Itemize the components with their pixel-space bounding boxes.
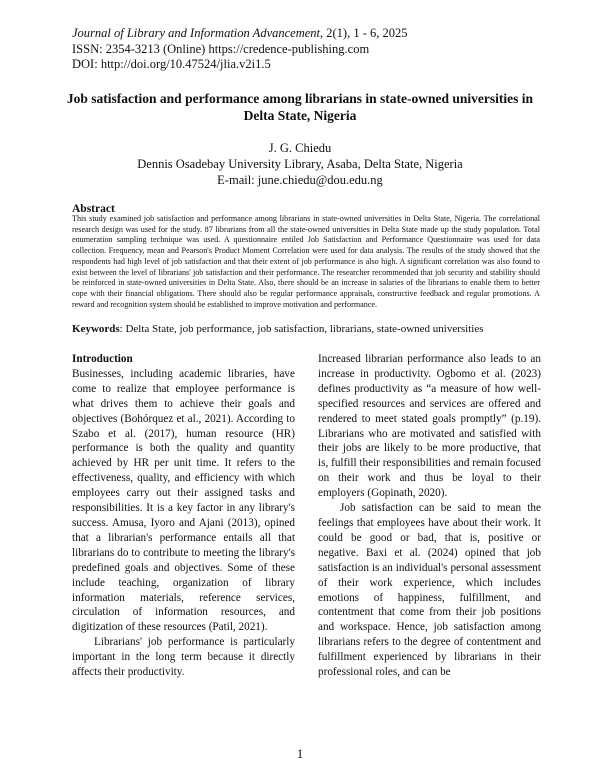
keywords-label: Keywords (72, 323, 120, 335)
author-email: E-mail: june.chiedu@dou.edu.ng (217, 173, 383, 187)
introduction-heading: Introduction (72, 353, 133, 365)
keywords-text: : Delta State, job performance, job satisfaction, librarians, state-owned universities (119, 323, 484, 335)
page-number: 1 (296, 746, 304, 761)
journal-citation (72, 26, 408, 42)
issn-line: ISSN: 2354-3213 (Online) https://credence-publishing.com (72, 41, 370, 56)
introduction-paragraph-4: Job satisfaction can be said to mean the feelings that employees have about their work. It could be good or bad, that is, positive or negative. Baxi et al. (2024) opined that job satisfaction is an individual's personal assessment of their work experience, which includes emotions of happiness, fulfillment, and contentment that come from their job positions and workspace. Hence, job satisfaction among librarians refers to the degree of contentment and fulfillment experienced by librarians in their professional roles, and can be (318, 502, 541, 679)
journal-header (72, 26, 408, 73)
body-column-left (72, 352, 295, 680)
introduction-paragraph-3: Increased librarian performance also leads to an increase in productivity. Ogbomo et al. (2023) defines productivity as “a measure of how well-specified resources and services are offered and rendered to meet stated goals promptly” (p.19). Librarians who are motivated and satisfied with their jobs are likely to be more productive, that is, fulfill their responsibilities and remain focused on their work and thus be loyal to their employers (Gopinath, 2020). (318, 353, 541, 500)
paper-title: Job satisfaction and performance among librarians in state-owned universities in Delta State, Nigeria (66, 91, 534, 123)
keywords-line (72, 322, 542, 336)
introduction-paragraph-2: Librarians' job performance is particularly important in the long term because it directly affects their productivity. (72, 636, 295, 679)
author-affiliation: Dennis Osadebay University Library, Asaba, Delta State, Nigeria (137, 157, 463, 171)
doi-line: DOI: http://doi.org/10.47524/jlia.v2i1.5 (72, 57, 271, 71)
journal-volume-issue: , 2(1), 1 - 6, 2025 (320, 26, 408, 40)
body-column-right (318, 352, 541, 680)
author-name: J. G. Chiedu (268, 141, 332, 155)
journal-name: Journal of Library and Information Advancement (72, 26, 321, 40)
introduction-paragraph-1: Businesses, including academic libraries, have come to realize that employee performance is what drives them to achieve their goals and objectives (Bohórquez et al., 2021). According to Szabo et al. (2017), human resource (HR) performance is both the quality and quantity achieved by HR per unit time. It refers to the effectiveness, quality, and efficiency with which employees carry out their assigned tasks and responsibilities. It is a key factor in any library's success. Amusa, Iyoro and Ajani (2013), opined that a librarian's performance entails all that librarians do to contribute to meeting the library's predefined goals and objectives. Some of these include teaching, organization of library information materials, reference services, circulation of information resources, and digitization of these resources (Patil, 2021). (72, 367, 295, 634)
abstract-heading: Abstract (72, 203, 115, 215)
author-block (60, 140, 540, 188)
abstract-body: This study examined job satisfaction and performance among librarians in state-owned universities in Delta State, Nigeria. The correlational research design was used for the study. 87 librarians from all the state-owned universities in Delta State made up the study population. Total enumeration sampling technique was used. A questionnaire entiled Job Satisfaction and Performance Questionnaire was used for data collection. Frequency, mean and Pearson's Product Moment Correlation were used for data analysis. The results of the study showed that the respondents had high level of job satisfaction and that their extent of job performance is also high. A significant correlation was also found to exist between the level of librarians' job satisfaction and their performance. The researcher recommended that job security and stability should be reinforced in state-owned universities in Delta State. Also, there should be an increase in salaries of the librarians to enable them to better cope with their financial obligations. There should also be regular performance appraisals, constructive feedback and regular promotions. A reward and recognition system should be established to improve motivation and performance. (72, 214, 540, 309)
